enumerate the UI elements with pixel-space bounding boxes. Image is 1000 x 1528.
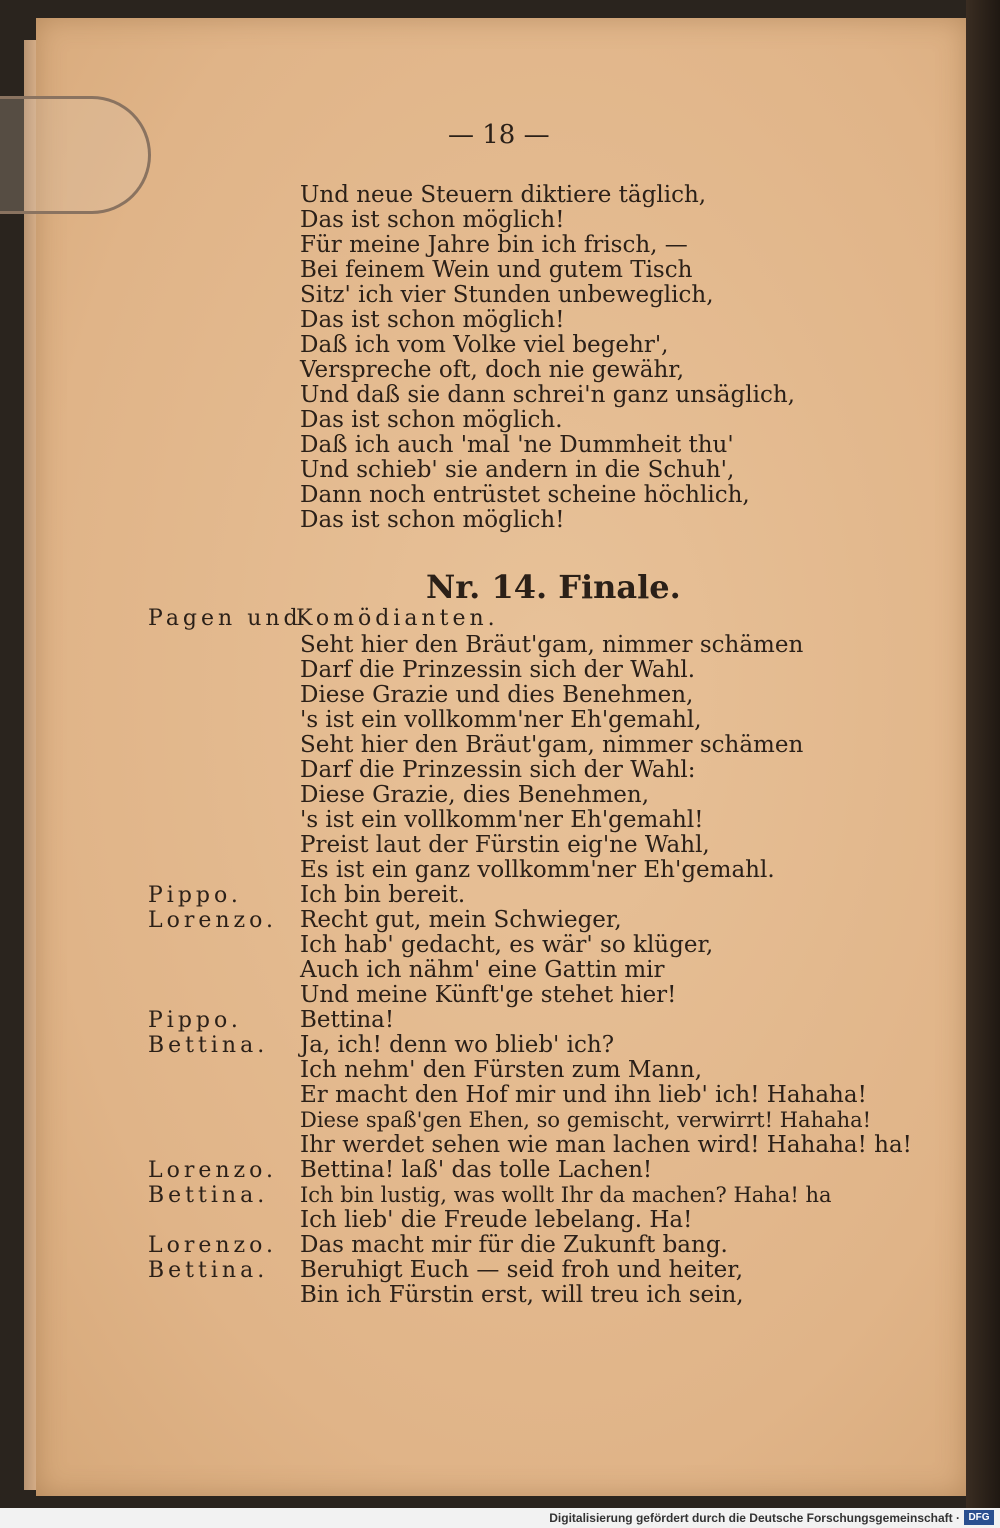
chorus-line: Diese Grazie, dies Benehmen, — [300, 782, 650, 808]
dialogue-line: Ich lieb' die Freude lebelang. Ha! — [300, 1207, 693, 1233]
section-heading: Nr. 14. Finale. — [426, 568, 681, 606]
dialogue-line: Bettina! laß' das tolle Lachen! — [300, 1157, 653, 1183]
speaker-label: Pagen und — [148, 606, 302, 631]
chorus-line: Seht hier den Bräut'gam, nimmer schämen — [300, 732, 804, 758]
verse-line: Das ist schon möglich! — [300, 507, 565, 533]
speaker-label: Pippo. — [148, 883, 242, 908]
dfg-logo-icon: DFG — [964, 1510, 994, 1525]
verse-line: Das ist schon möglich! — [300, 207, 565, 233]
speaker-label: Bettina. — [148, 1033, 269, 1058]
page-number: — 18 — — [448, 120, 550, 150]
speaker-label: Lorenzo. — [148, 908, 278, 933]
speaker-label: Pippo. — [148, 1008, 242, 1033]
verse-line: Und daß sie dann schrei'n ganz unsäglich, — [300, 382, 795, 408]
speaker-label: Bettina. — [148, 1258, 269, 1283]
speaker-label: Lorenzo. — [148, 1158, 278, 1183]
speaker-label: Lorenzo. — [148, 1233, 278, 1258]
verse-line: Das ist schon möglich. — [300, 407, 563, 433]
dialogue-line: Ihr werdet sehen wie man lachen wird! Hahaha! ha! — [300, 1132, 912, 1158]
chorus-line: Darf die Prinzessin sich der Wahl. — [300, 657, 696, 683]
verse-line: Verspreche oft, doch nie gewähr, — [300, 357, 685, 383]
speaker-label: Komödianten. — [296, 606, 499, 631]
dialogue-line: Bin ich Fürstin erst, will treu ich sein, — [300, 1282, 744, 1308]
verse-line: Und neue Steuern diktiere täglich, — [300, 182, 707, 208]
chorus-line: 's ist ein vollkomm'ner Eh'gemahl, — [300, 707, 702, 733]
verse-line: Daß ich vom Volke viel begehr', — [300, 332, 669, 358]
dialogue-line: Ich nehm' den Fürsten zum Mann, — [300, 1057, 703, 1083]
dialogue-line: Ich hab' gedacht, es wär' so klüger, — [300, 932, 714, 958]
verse-line: Bei feinem Wein und gutem Tisch — [300, 257, 693, 283]
dialogue-line: Das macht mir für die Zukunft bang. — [300, 1232, 728, 1258]
verse-line: Das ist schon möglich! — [300, 307, 565, 333]
dialogue-line: Recht gut, mein Schwieger, — [300, 907, 622, 933]
chorus-line: 's ist ein vollkomm'ner Eh'gemahl! — [300, 807, 704, 833]
dialogue-line: Ich bin lustig, was wollt Ihr da machen? Haha! ha — [300, 1183, 832, 1207]
dialogue-line: Und meine Künft'ge stehet hier! — [300, 982, 677, 1008]
speaker-label: Bettina. — [148, 1183, 269, 1208]
paper-clip — [0, 96, 151, 214]
verse-line: Dann noch entrüstet scheine höchlich, — [300, 482, 750, 508]
dialogue-line: Ja, ich! denn wo blieb' ich? — [300, 1032, 615, 1058]
verse-line: Sitz' ich vier Stunden unbeweglich, — [300, 282, 714, 308]
dialogue-line: Bettina! — [300, 1007, 395, 1033]
footer-credit: Digitalisierung gefördert durch die Deutsche Forschungsgemeinschaft · — [549, 1511, 960, 1525]
book-spine — [966, 0, 1000, 1508]
dialogue-line: Er macht den Hof mir und ihn lieb' ich! Hahaha! — [300, 1082, 867, 1108]
chorus-line: Darf die Prinzessin sich der Wahl: — [300, 757, 696, 783]
dialogue-line: Ich bin bereit. — [300, 882, 466, 908]
chorus-line: Diese Grazie und dies Benehmen, — [300, 682, 694, 708]
verse-line: Für meine Jahre bin ich frisch, — — [300, 232, 688, 258]
chorus-line: Es ist ein ganz vollkomm'ner Eh'gemahl. — [300, 857, 775, 883]
chorus-line: Preist laut der Fürstin eig'ne Wahl, — [300, 832, 710, 858]
verse-line: Daß ich auch 'mal 'ne Dummheit thu' — [300, 432, 734, 458]
dialogue-line: Auch ich nähm' eine Gattin mir — [300, 957, 665, 983]
dialogue-line: Beruhigt Euch — seid froh und heiter, — [300, 1257, 744, 1283]
verse-line: Und schieb' sie andern in die Schuh', — [300, 457, 735, 483]
dialogue-line: Diese spaß'gen Ehen, so gemischt, verwirrt! Hahaha! — [300, 1108, 872, 1132]
footer-bar — [0, 1508, 1000, 1528]
chorus-line: Seht hier den Bräut'gam, nimmer schämen — [300, 632, 804, 658]
